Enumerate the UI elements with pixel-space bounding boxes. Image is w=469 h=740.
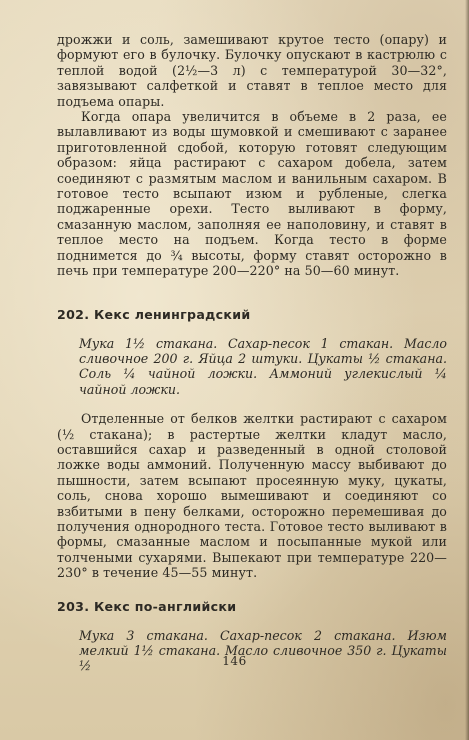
- page-number: 146: [222, 654, 247, 668]
- section-spacer: [57, 322, 447, 336]
- section-spacer: [57, 614, 447, 628]
- recipe-203-ingredients: Мука 3 стакана. Сахар-песок 2 стакана. Изюм мелкий 1½ стакана. Масло сливочное 350 г. Цукаты ½: [79, 627, 447, 674]
- intro-paragraph-1: дрожжи и соль, замешивают крутое тесто (опару) и формуют его в булочку. Булочку опускают в кастрюлю с теплой водой (2½—3 л) с температурой 30—32°, завязывают салфеткой и ставят в теплое место для подъема опары.: [57, 32, 447, 109]
- intro-paragraph-2: Когда опара увеличится в объеме в 2 раза, ее вылавливают из воды шумовкой и смешивают с заранее приготовленной сдобой, которую готовят следующим образом: яйца растирают с сахаром добела, затем соединяют с размятым маслом и ванильным сахаром. В готовое тесто всыпают изюм и рубленые, слегка поджаренные орехи. Тесто выливают в форму, смазанную маслом, заполняя ее наполовину, и ставят в теплое место на подъем. Когда тесто в форме поднимется до ¾ высоты, форму ставят осторожно в печь при температуре 200—220° на 50—60 минут.: [57, 109, 447, 279]
- recipe-203-title: 203. Кекс по-английски: [57, 598, 237, 614]
- page-content: [57, 32, 447, 674]
- section-spacer: [57, 279, 447, 307]
- section-spacer: [57, 397, 447, 411]
- recipe-202-title: 202. Кекс ленинградский: [57, 306, 251, 322]
- recipe-202-method: Отделенные от белков желтки растирают с сахаром (½ стакана); в растертые желтки кладут масло, оставшийся сахар и разведенный в одной столовой ложке воды аммоний. Полученную массу выбивают до пышности, затем всыпают просеянную муку, цукаты, соль, снова хорошо вымешивают и соединяют со взбитыми в пену белками, осторожно перемешивая до получения однородного теста. Готовое тесто выливают в формы, смазанные маслом и посыпанные мукой или толчеными сухарями. Выпекают при температуре 220—230° в течение 45—55 минут.: [57, 411, 447, 581]
- section-spacer: [57, 581, 447, 599]
- recipe-202-ingredients: Мука 1½ стакана. Сахар-песок 1 стакан. Масло сливочное 200 г. Яйца 2 штуки. Цукаты ½ стакана. Соль ¼ чайной ложки. Аммоний углекислый ¼ чайной ложки.: [79, 335, 447, 397]
- page-edge-shadow: [465, 0, 469, 740]
